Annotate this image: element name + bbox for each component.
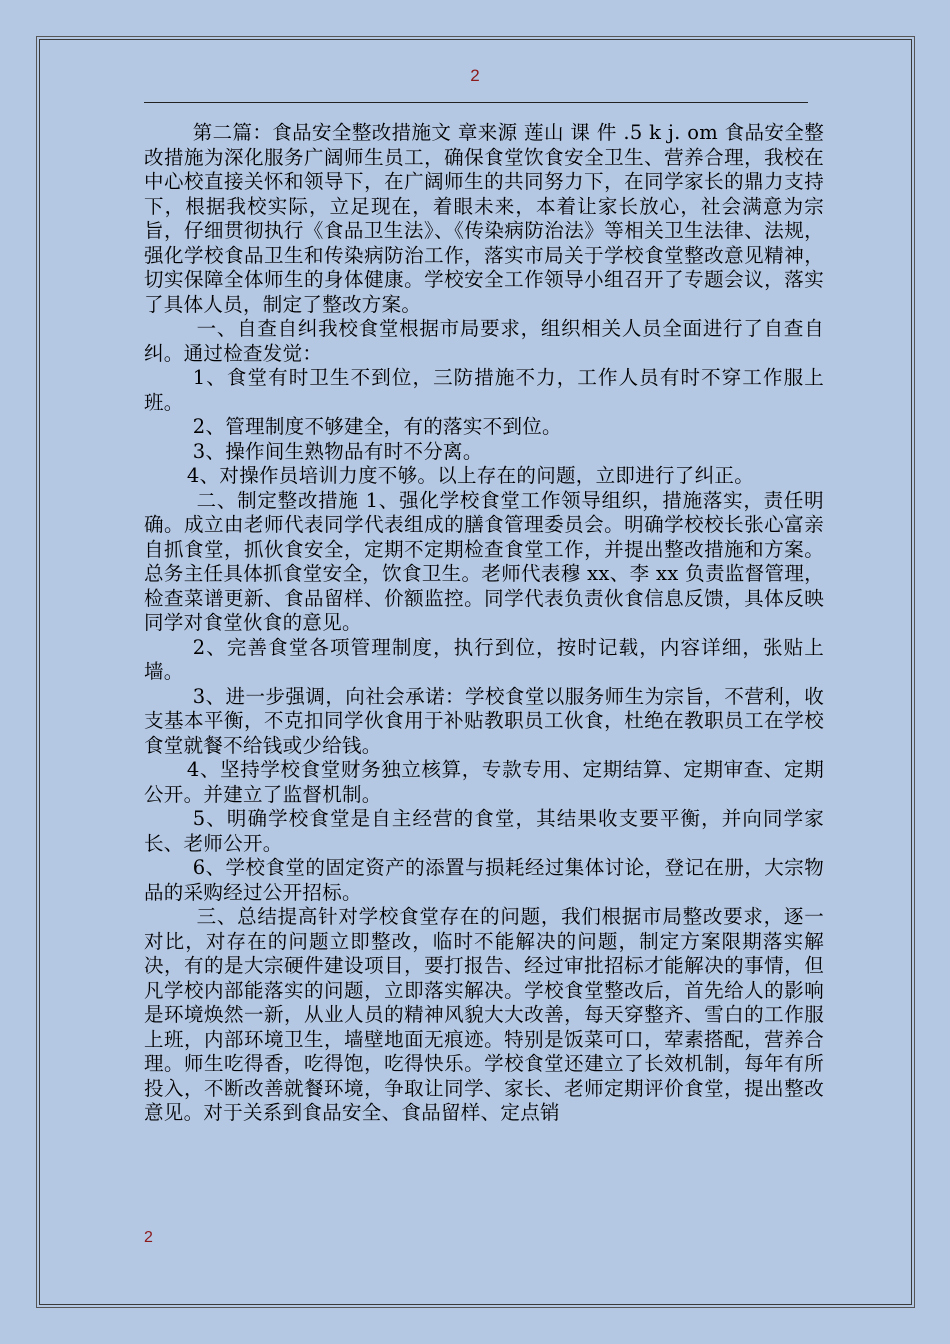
paragraph-section-1: 一、自查自纠我校食堂根据市局要求，组织相关人员全面进行了自查自纠。通过检查发觉： — [144, 317, 824, 365]
paragraph-item: 2、管理制度不够建全，有的落实不到位。 — [192, 415, 562, 438]
paragraph-item: 3、进一步强调，向社会承诺：学校食堂以服务师生为宗旨，不营利，收支基本平衡，不克扣同学伙食用于补贴教职员工伙食，杜绝在教职员工在学校食堂就餐不给钱或少给钱。 — [144, 684, 824, 757]
document-body — [144, 121, 824, 1126]
paragraph-section-3: 三、总结提高针对学校食堂存在的问题，我们根据市局整改要求，逐一对比，对存在的问题立即整改，临时不能解决的问题，制定方案限期落实解决，有的是大宗硬件建设项目，要打报告、经过审批招标才能解决的事情，但凡学校内部能落实的问题，立即落实解决。学校食堂整改后，首先给人的影响是环境焕然一新，从业人员的精神风貌大大改善，每天穿整齐、雪白的工作服上班，内部环境卫生，墙壁地面无痕迹。特别是饭菜可口，荤素搭配，营养合理。师生吃得香，吃得饱，吃得快乐。学校食堂还建立了长效机制，每年有所投入，不断改善就餐环境，争取让同学、家长、老师定期评价食堂，提出整改意见。对于关系到食品安全、食品留样、定点销 — [144, 905, 824, 1124]
paragraph-item: 6、学校食堂的固定资产的添置与损耗经过集体讨论，登记在册，大宗物品的采购经过公开招标。 — [144, 856, 824, 904]
paragraph-item: 3、操作间生熟物品有时不分离。 — [192, 439, 483, 463]
paragraph-item: 2、完善食堂各项管理制度，执行到位，按时记载，内容详细，张贴上墙。 — [144, 635, 824, 683]
paragraph-section-2: 二、制定整改措施 1、强化学校食堂工作领导组织，措施落实，责任明确。成立由老师代表同学代表组成的膳食管理委员会。明确学校校长张心富亲自抓食堂，抓伙食安全，定期不定期检查食堂工作，并提出整改措施和方案。总务主任具体抓食堂安全，饮食卫生。老师代表穆 xx、李 xx 负责监督管理，检查菜谱更新、食品留样、价额监控。同学代表负责伙食信息反馈，具体反映同学对食堂伙食的意见。 — [144, 488, 824, 634]
page-number-top: 2 — [470, 66, 480, 85]
paragraph-item: 5、明确学校食堂是自主经营的食堂，其结果收支要平衡，并向同学家长、老师公开。 — [144, 807, 824, 855]
paragraph-intro: 第二篇：食品安全整改措施文 章来源 莲山 课 件 .5 k j. om 食品安全整改措施为深化服务广阔师生员工，确保食堂饮食安全卫生、营养合理，我校在中心校直接关怀和领导下，在广阔师生的共同努力下，在同学家长的鼎力支持下，根据我校实际，立足现在，着眼未来，本着让家长放心，社会满意为宗旨，仔细贯彻执行《食品卫生法》、《传染病防治法》等相关卫生法律、法规，强化学校食品卫生和传染病防治工作，落实市局关于学校食堂整改意见精神，切实保障全体师生的身体健康。学校安全工作领导小组召开了专题会议，落实了具体人员，制定了整改方案。 — [144, 121, 824, 316]
paragraph-item: 1、食堂有时卫生不到位，三防措施不力，工作人员有时不穿工作服上班。 — [144, 366, 824, 414]
paragraph-item: 4、坚持学校食堂财务独立核算，专款专用、定期结算、定期审查、定期公开。并建立了监督机制。 — [144, 758, 824, 806]
page-number-bottom: 2 — [144, 1229, 153, 1246]
paragraph-item: 4、对操作员培训力度不够。以上存在的问题，立即进行了纠正。 — [186, 464, 754, 487]
header-rule — [144, 102, 808, 103]
